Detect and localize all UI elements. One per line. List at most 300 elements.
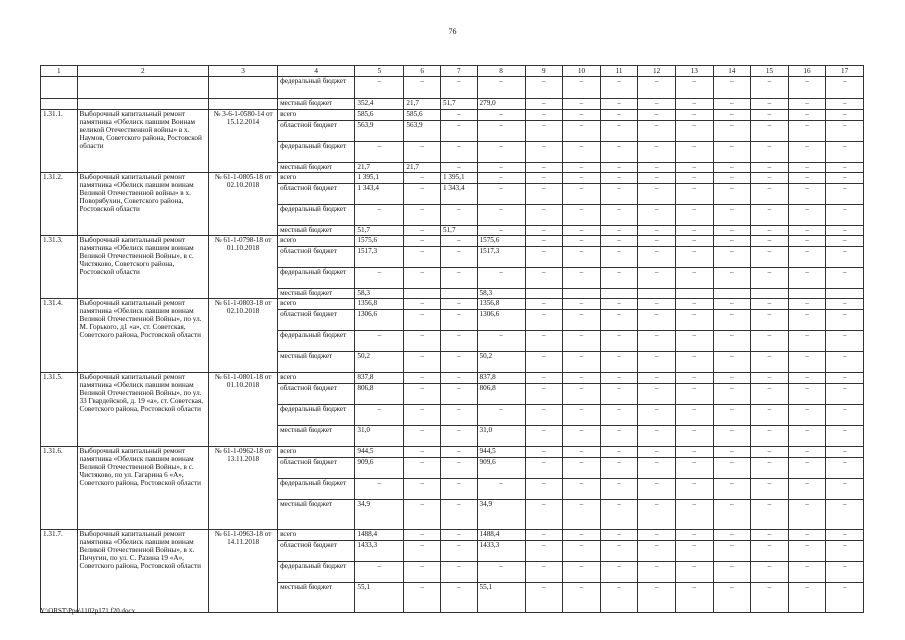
footer-file-path: Y:\ORST\Ppo\1102p171.f20.docx bbox=[40, 607, 136, 615]
value-cell: – bbox=[638, 530, 676, 541]
value-cell: 1575,6 bbox=[355, 236, 404, 247]
value-cell: – bbox=[713, 447, 751, 458]
value-cell: – bbox=[563, 583, 601, 613]
value-cell: 806,8 bbox=[355, 384, 404, 405]
value-cell: – bbox=[788, 405, 826, 426]
value-cell: – bbox=[638, 121, 676, 142]
value-cell: 1356,8 bbox=[355, 299, 404, 310]
value-cell: – bbox=[525, 500, 563, 530]
value-cell: – bbox=[788, 163, 826, 173]
value-cell: – bbox=[751, 226, 789, 236]
value-cell: – bbox=[404, 236, 441, 247]
value-cell: – bbox=[440, 426, 477, 447]
value-cell: – bbox=[525, 373, 563, 384]
value-cell: – bbox=[788, 583, 826, 613]
value-cell: – bbox=[563, 163, 601, 173]
value-cell: – bbox=[638, 99, 676, 110]
column-header-4: 4 bbox=[278, 66, 355, 77]
value-cell: – bbox=[751, 530, 789, 541]
value-cell: – bbox=[751, 310, 789, 331]
value-cell bbox=[751, 289, 789, 299]
value-cell: – bbox=[477, 205, 525, 226]
value-cell: – bbox=[788, 479, 826, 500]
value-cell: – bbox=[600, 583, 638, 613]
value-cell: – bbox=[751, 99, 789, 110]
value-cell: 837,8 bbox=[477, 373, 525, 384]
value-cell: – bbox=[638, 583, 676, 613]
value-cell: – bbox=[675, 110, 713, 121]
funding-source: областной бюджет bbox=[278, 247, 355, 268]
value-cell: – bbox=[638, 226, 676, 236]
value-cell: 1306,6 bbox=[355, 310, 404, 331]
value-cell: – bbox=[675, 121, 713, 142]
value-cell: – bbox=[525, 541, 563, 562]
value-cell: – bbox=[675, 247, 713, 268]
item-description bbox=[77, 77, 209, 99]
value-cell: – bbox=[563, 205, 601, 226]
value-cell: – bbox=[638, 373, 676, 384]
column-header-5: 5 bbox=[355, 66, 404, 77]
value-cell: 1517,3 bbox=[355, 247, 404, 268]
value-cell: – bbox=[826, 310, 864, 331]
value-cell: – bbox=[788, 236, 826, 247]
value-cell: – bbox=[826, 479, 864, 500]
value-cell: 1433,3 bbox=[477, 541, 525, 562]
funding-source: всего bbox=[278, 173, 355, 184]
value-cell: – bbox=[404, 352, 441, 373]
value-cell: – bbox=[713, 583, 751, 613]
value-cell: – bbox=[404, 405, 441, 426]
value-cell: – bbox=[600, 541, 638, 562]
value-cell: – bbox=[713, 562, 751, 583]
value-cell: – bbox=[355, 331, 404, 352]
value-cell: – bbox=[525, 530, 563, 541]
value-cell: – bbox=[440, 110, 477, 121]
value-cell: – bbox=[404, 247, 441, 268]
value-cell: – bbox=[525, 247, 563, 268]
value-cell bbox=[440, 289, 477, 299]
value-cell: – bbox=[525, 426, 563, 447]
item-document bbox=[209, 99, 278, 110]
value-cell: – bbox=[600, 163, 638, 173]
item-description: Выборочный капитальный ремонт памятника «Обелиск павшим Воинам великой Отечественной войны» в х. Наумов, Советского района, Ростовской области bbox=[77, 110, 209, 173]
value-cell: – bbox=[788, 500, 826, 530]
funding-source: местный бюджет bbox=[278, 583, 355, 613]
value-cell: – bbox=[600, 268, 638, 289]
value-cell: – bbox=[355, 205, 404, 226]
value-cell: – bbox=[600, 384, 638, 405]
value-cell: – bbox=[440, 268, 477, 289]
value-cell: 34,9 bbox=[355, 500, 404, 530]
column-header-12: 12 bbox=[638, 66, 676, 77]
column-header-14: 14 bbox=[713, 66, 751, 77]
value-cell: – bbox=[477, 184, 525, 205]
value-cell: – bbox=[713, 331, 751, 352]
value-cell: – bbox=[826, 226, 864, 236]
value-cell: – bbox=[563, 310, 601, 331]
value-cell: – bbox=[713, 247, 751, 268]
item-description: Выборочный капитальный ремонт памятника «Обелиск павшим воинам Великой Отечественной Войны», в с. Чистяково, Советского района, Ростовской области bbox=[77, 236, 209, 299]
value-cell: – bbox=[713, 110, 751, 121]
funding-source: всего bbox=[278, 299, 355, 310]
value-cell: – bbox=[404, 500, 441, 530]
value-cell: – bbox=[404, 299, 441, 310]
value-cell: – bbox=[638, 205, 676, 226]
funding-source: федеральный бюджет bbox=[278, 405, 355, 426]
value-cell: – bbox=[638, 310, 676, 331]
value-cell: – bbox=[600, 173, 638, 184]
value-cell: – bbox=[788, 142, 826, 163]
value-cell: – bbox=[525, 184, 563, 205]
value-cell bbox=[525, 289, 563, 299]
item-description: Выборочный капитальный ремонт памятника «Обелиск павшим воинам Великой Отечественной Войны», в с. Чистяково, по ул. Гагарина 6 «А», Советского района, Ростовской области bbox=[77, 447, 209, 530]
column-number-row bbox=[41, 66, 864, 77]
value-cell: – bbox=[563, 562, 601, 583]
value-cell: – bbox=[440, 530, 477, 541]
value-cell: 1 343,4 bbox=[355, 184, 404, 205]
item-document bbox=[209, 77, 278, 99]
item-number: 1.31.6. bbox=[41, 447, 78, 530]
value-cell: – bbox=[404, 184, 441, 205]
value-cell: 1517,3 bbox=[477, 247, 525, 268]
value-cell: – bbox=[600, 247, 638, 268]
value-cell bbox=[563, 289, 601, 299]
value-cell: – bbox=[600, 500, 638, 530]
value-cell: – bbox=[788, 99, 826, 110]
value-cell bbox=[404, 289, 441, 299]
value-cell: – bbox=[525, 173, 563, 184]
value-cell bbox=[638, 289, 676, 299]
column-header-3: 3 bbox=[209, 66, 278, 77]
funding-source: областной бюджет bbox=[278, 184, 355, 205]
value-cell: – bbox=[788, 299, 826, 310]
table-row bbox=[41, 110, 864, 121]
value-cell: 58,3 bbox=[477, 289, 525, 299]
value-cell: – bbox=[751, 299, 789, 310]
value-cell: – bbox=[563, 500, 601, 530]
column-header-6: 6 bbox=[404, 66, 441, 77]
funding-source: местный бюджет bbox=[278, 426, 355, 447]
value-cell: – bbox=[404, 530, 441, 541]
value-cell: – bbox=[826, 268, 864, 289]
item-description bbox=[77, 99, 209, 110]
value-cell bbox=[713, 289, 751, 299]
funding-source: всего bbox=[278, 373, 355, 384]
value-cell: – bbox=[713, 405, 751, 426]
table-row bbox=[41, 447, 864, 458]
value-cell: – bbox=[600, 426, 638, 447]
value-cell: 34,9 bbox=[477, 500, 525, 530]
value-cell: 21,7 bbox=[404, 163, 441, 173]
value-cell: – bbox=[826, 77, 864, 99]
value-cell: 909,6 bbox=[355, 458, 404, 479]
value-cell: 1 343,4 bbox=[440, 184, 477, 205]
value-cell: – bbox=[563, 226, 601, 236]
value-cell: – bbox=[713, 142, 751, 163]
value-cell: – bbox=[355, 405, 404, 426]
value-cell: – bbox=[638, 247, 676, 268]
value-cell: – bbox=[675, 173, 713, 184]
value-cell: – bbox=[675, 310, 713, 331]
value-cell: – bbox=[440, 121, 477, 142]
value-cell: – bbox=[826, 447, 864, 458]
value-cell: – bbox=[440, 205, 477, 226]
value-cell: – bbox=[563, 268, 601, 289]
column-header-7: 7 bbox=[440, 66, 477, 77]
value-cell: – bbox=[440, 384, 477, 405]
funding-source: областной бюджет bbox=[278, 384, 355, 405]
value-cell: 1488,4 bbox=[355, 530, 404, 541]
value-cell: – bbox=[440, 405, 477, 426]
value-cell: – bbox=[788, 247, 826, 268]
value-cell: 51,7 bbox=[440, 226, 477, 236]
value-cell: – bbox=[826, 426, 864, 447]
table-row bbox=[41, 236, 864, 247]
funding-source: всего bbox=[278, 530, 355, 541]
value-cell: – bbox=[600, 236, 638, 247]
value-cell: – bbox=[440, 310, 477, 331]
value-cell: – bbox=[525, 163, 563, 173]
funding-source: местный бюджет bbox=[278, 163, 355, 173]
item-document: № 61-1-0798-18 от 01.10.2018 bbox=[209, 236, 278, 299]
value-cell: – bbox=[713, 373, 751, 384]
value-cell: – bbox=[525, 236, 563, 247]
value-cell: – bbox=[355, 479, 404, 500]
value-cell: – bbox=[638, 426, 676, 447]
value-cell: – bbox=[525, 583, 563, 613]
value-cell: – bbox=[826, 163, 864, 173]
value-cell: – bbox=[525, 331, 563, 352]
value-cell: – bbox=[751, 384, 789, 405]
value-cell: – bbox=[788, 310, 826, 331]
value-cell bbox=[788, 289, 826, 299]
value-cell: 585,6 bbox=[404, 110, 441, 121]
value-cell: – bbox=[563, 405, 601, 426]
value-cell: – bbox=[826, 500, 864, 530]
item-document: № 61-1-0805-18 от 02.10.2018 bbox=[209, 173, 278, 236]
value-cell: – bbox=[675, 142, 713, 163]
value-cell: – bbox=[440, 77, 477, 99]
value-cell: – bbox=[600, 373, 638, 384]
value-cell: – bbox=[826, 205, 864, 226]
value-cell bbox=[826, 289, 864, 299]
value-cell: – bbox=[525, 142, 563, 163]
value-cell: – bbox=[525, 299, 563, 310]
value-cell: – bbox=[675, 268, 713, 289]
value-cell: – bbox=[440, 583, 477, 613]
value-cell: – bbox=[525, 226, 563, 236]
value-cell: 50,2 bbox=[477, 352, 525, 373]
value-cell: – bbox=[713, 226, 751, 236]
value-cell: – bbox=[751, 163, 789, 173]
value-cell: – bbox=[713, 352, 751, 373]
value-cell: – bbox=[751, 426, 789, 447]
value-cell: 1 395,1 bbox=[440, 173, 477, 184]
value-cell: – bbox=[404, 562, 441, 583]
value-cell: 352,4 bbox=[355, 99, 404, 110]
value-cell: 563,9 bbox=[355, 121, 404, 142]
table-row bbox=[41, 173, 864, 184]
value-cell: – bbox=[675, 99, 713, 110]
value-cell: – bbox=[713, 384, 751, 405]
value-cell: – bbox=[751, 479, 789, 500]
table-row bbox=[41, 299, 864, 310]
value-cell: – bbox=[404, 384, 441, 405]
value-cell: – bbox=[600, 447, 638, 458]
value-cell: – bbox=[404, 205, 441, 226]
value-cell: 31,0 bbox=[477, 426, 525, 447]
value-cell: – bbox=[751, 352, 789, 373]
value-cell: 21,7 bbox=[404, 99, 441, 110]
value-cell: – bbox=[826, 541, 864, 562]
value-cell: – bbox=[477, 163, 525, 173]
value-cell: – bbox=[751, 121, 789, 142]
value-cell: – bbox=[638, 77, 676, 99]
value-cell: 1433,3 bbox=[355, 541, 404, 562]
value-cell: – bbox=[600, 352, 638, 373]
value-cell: – bbox=[477, 479, 525, 500]
value-cell: – bbox=[638, 299, 676, 310]
value-cell: – bbox=[600, 110, 638, 121]
value-cell: – bbox=[788, 121, 826, 142]
value-cell: – bbox=[788, 331, 826, 352]
table-body bbox=[41, 77, 864, 613]
value-cell: – bbox=[713, 458, 751, 479]
item-description: Выборочный капитальный ремонт памятника «Обелиск павшим воинам Великой Отечественной Войны», в х. Пичугин, по ул. С. Разина 19 «А», Советского района, Ростовской области bbox=[77, 530, 209, 613]
value-cell: – bbox=[638, 405, 676, 426]
item-document: № 61-1-0962-18 от 13.11.2018 bbox=[209, 447, 278, 530]
value-cell: – bbox=[675, 447, 713, 458]
value-cell: – bbox=[826, 384, 864, 405]
value-cell: – bbox=[600, 530, 638, 541]
funding-source: федеральный бюджет bbox=[278, 77, 355, 99]
value-cell: – bbox=[826, 247, 864, 268]
value-cell: – bbox=[751, 110, 789, 121]
value-cell: 1356,8 bbox=[477, 299, 525, 310]
item-number bbox=[41, 99, 78, 110]
value-cell: – bbox=[713, 184, 751, 205]
item-description: Выборочный капитальный ремонт памятника «Обелиск павшим воинам Великой Отечественной Войны», по ул. 33 Гвардейской, д. 19 «а», ст. Советская, Советского района, Ростовской области bbox=[77, 373, 209, 447]
value-cell: – bbox=[404, 373, 441, 384]
value-cell: – bbox=[563, 110, 601, 121]
value-cell: – bbox=[600, 184, 638, 205]
funding-source: областной бюджет bbox=[278, 541, 355, 562]
value-cell: – bbox=[563, 541, 601, 562]
value-cell: – bbox=[563, 530, 601, 541]
value-cell: – bbox=[525, 310, 563, 331]
value-cell: – bbox=[600, 142, 638, 163]
value-cell: – bbox=[563, 173, 601, 184]
value-cell: – bbox=[440, 331, 477, 352]
item-document: № 61-1-0801-18 от 01.10.2018 bbox=[209, 373, 278, 447]
value-cell: – bbox=[440, 352, 477, 373]
item-number: 1.31.7. bbox=[41, 530, 78, 613]
value-cell: – bbox=[440, 562, 477, 583]
value-cell: – bbox=[713, 479, 751, 500]
value-cell: – bbox=[751, 247, 789, 268]
value-cell: – bbox=[638, 541, 676, 562]
value-cell: – bbox=[675, 205, 713, 226]
value-cell: – bbox=[675, 163, 713, 173]
item-number: 1.31.1. bbox=[41, 110, 78, 173]
value-cell: – bbox=[638, 352, 676, 373]
value-cell: – bbox=[404, 173, 441, 184]
value-cell: – bbox=[404, 583, 441, 613]
value-cell: – bbox=[563, 142, 601, 163]
value-cell: – bbox=[826, 331, 864, 352]
funding-source: федеральный бюджет bbox=[278, 562, 355, 583]
value-cell: – bbox=[713, 77, 751, 99]
value-cell: – bbox=[638, 268, 676, 289]
value-cell: – bbox=[788, 173, 826, 184]
value-cell: – bbox=[404, 268, 441, 289]
value-cell: – bbox=[826, 142, 864, 163]
value-cell: – bbox=[675, 236, 713, 247]
value-cell: – bbox=[355, 142, 404, 163]
value-cell: – bbox=[440, 236, 477, 247]
value-cell: 585,6 bbox=[355, 110, 404, 121]
funding-source: местный бюджет bbox=[278, 99, 355, 110]
value-cell: – bbox=[404, 77, 441, 99]
value-cell: – bbox=[713, 500, 751, 530]
value-cell: – bbox=[826, 184, 864, 205]
value-cell: – bbox=[713, 310, 751, 331]
value-cell: – bbox=[751, 447, 789, 458]
value-cell: – bbox=[713, 530, 751, 541]
funding-source: федеральный бюджет bbox=[278, 479, 355, 500]
value-cell: – bbox=[563, 426, 601, 447]
value-cell: – bbox=[675, 426, 713, 447]
item-number: 1.31.5. bbox=[41, 373, 78, 447]
value-cell: – bbox=[525, 479, 563, 500]
value-cell: 944,5 bbox=[355, 447, 404, 458]
value-cell: 944,5 bbox=[477, 447, 525, 458]
value-cell: – bbox=[751, 500, 789, 530]
value-cell: – bbox=[477, 142, 525, 163]
funding-source: федеральный бюджет bbox=[278, 268, 355, 289]
value-cell: – bbox=[788, 110, 826, 121]
value-cell: 909,6 bbox=[477, 458, 525, 479]
column-header-17: 17 bbox=[826, 66, 864, 77]
value-cell: – bbox=[600, 479, 638, 500]
value-cell: – bbox=[675, 500, 713, 530]
value-cell: – bbox=[638, 447, 676, 458]
value-cell: – bbox=[713, 299, 751, 310]
value-cell: – bbox=[525, 99, 563, 110]
value-cell: 806,8 bbox=[477, 384, 525, 405]
value-cell: – bbox=[600, 205, 638, 226]
value-cell: – bbox=[525, 110, 563, 121]
value-cell: – bbox=[713, 541, 751, 562]
value-cell: 21,7 bbox=[355, 163, 404, 173]
value-cell: – bbox=[826, 583, 864, 613]
value-cell: – bbox=[675, 384, 713, 405]
value-cell: – bbox=[600, 99, 638, 110]
value-cell: – bbox=[440, 458, 477, 479]
value-cell: – bbox=[713, 236, 751, 247]
value-cell: – bbox=[751, 331, 789, 352]
value-cell: – bbox=[826, 373, 864, 384]
value-cell: – bbox=[826, 173, 864, 184]
value-cell: – bbox=[600, 226, 638, 236]
item-document: № 61-1-0803-18 от 02.10.2018 bbox=[209, 299, 278, 373]
value-cell: – bbox=[788, 447, 826, 458]
value-cell: – bbox=[826, 458, 864, 479]
value-cell: – bbox=[563, 373, 601, 384]
value-cell: – bbox=[751, 405, 789, 426]
funding-source: местный бюджет bbox=[278, 352, 355, 373]
value-cell: – bbox=[477, 405, 525, 426]
